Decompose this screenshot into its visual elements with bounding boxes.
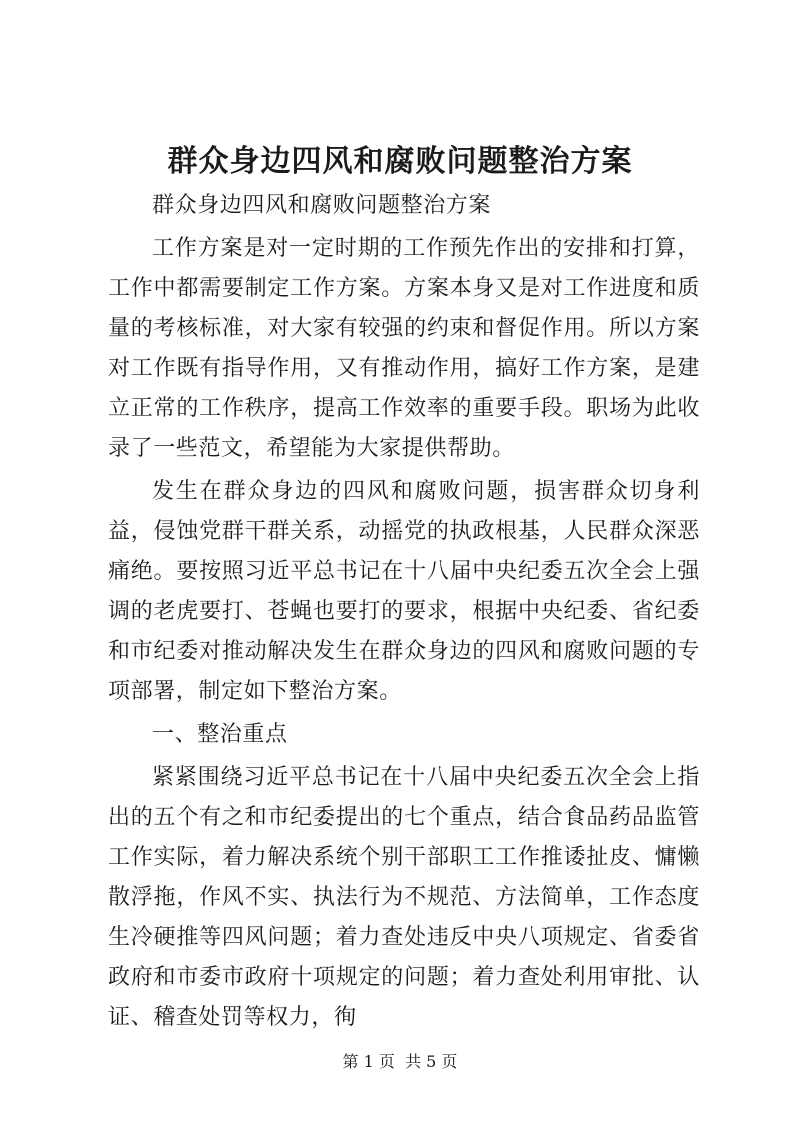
subtitle-paragraph: 群众身边四风和腐败问题整治方案 <box>152 193 492 218</box>
background-paragraph: 发生在群众身边的四风和腐败问题，损害群众切身利益，侵蚀党群干群关系，动摇党的执政根基，人民群众深恶痛绝。要按照习近平总书记在十八届中央纪委五次全会上强调的老虎要打、苍蝇也要打的要求，根据中央纪委、省纪委和市纪委对推动解决发生在群众身边的四风和腐败问题的专项部署，制定如下整治方案。 <box>108 479 700 704</box>
focus-paragraph: 紧紧围绕习近平总书记在十八届中央纪委五次全会上指出的五个有之和市纪委提出的七个重点，结合食品药品监管工作实际，着力解决系统个别干部职工工作推诿扯皮、慵懒散浮拖，作风不实、执法行为不规范、方法简单，工作态度生冷硬推等四风问题；着力查处违反中央八项规定、省委省政府和市委市政府十项规定的问题；着力查处利用审批、认证、稽查处罚等权力，徇 <box>108 765 700 1030</box>
page-number-label: 第 1 页 共 5 页 <box>342 1052 458 1071</box>
document-body <box>108 186 700 1038</box>
intro-paragraph: 工作方案是对一定时期的工作预先作出的安排和打算，工作中都需要制定工作方案。方案本身又是对工作进度和质量的考核标准，对大家有较强的约束和督促作用。所以方案对工作既有指导作用，又有推动作用，搞好工作方案，是建立正常的工作秩序，提高工作效率的重要手段。职场为此收录了一些范文，希望能为大家提供帮助。 <box>108 236 700 461</box>
document-title: 群众身边四风和腐败问题整治方案 <box>167 144 633 179</box>
section-heading: 一、整治重点 <box>152 722 288 747</box>
page-footer <box>0 1050 800 1074</box>
